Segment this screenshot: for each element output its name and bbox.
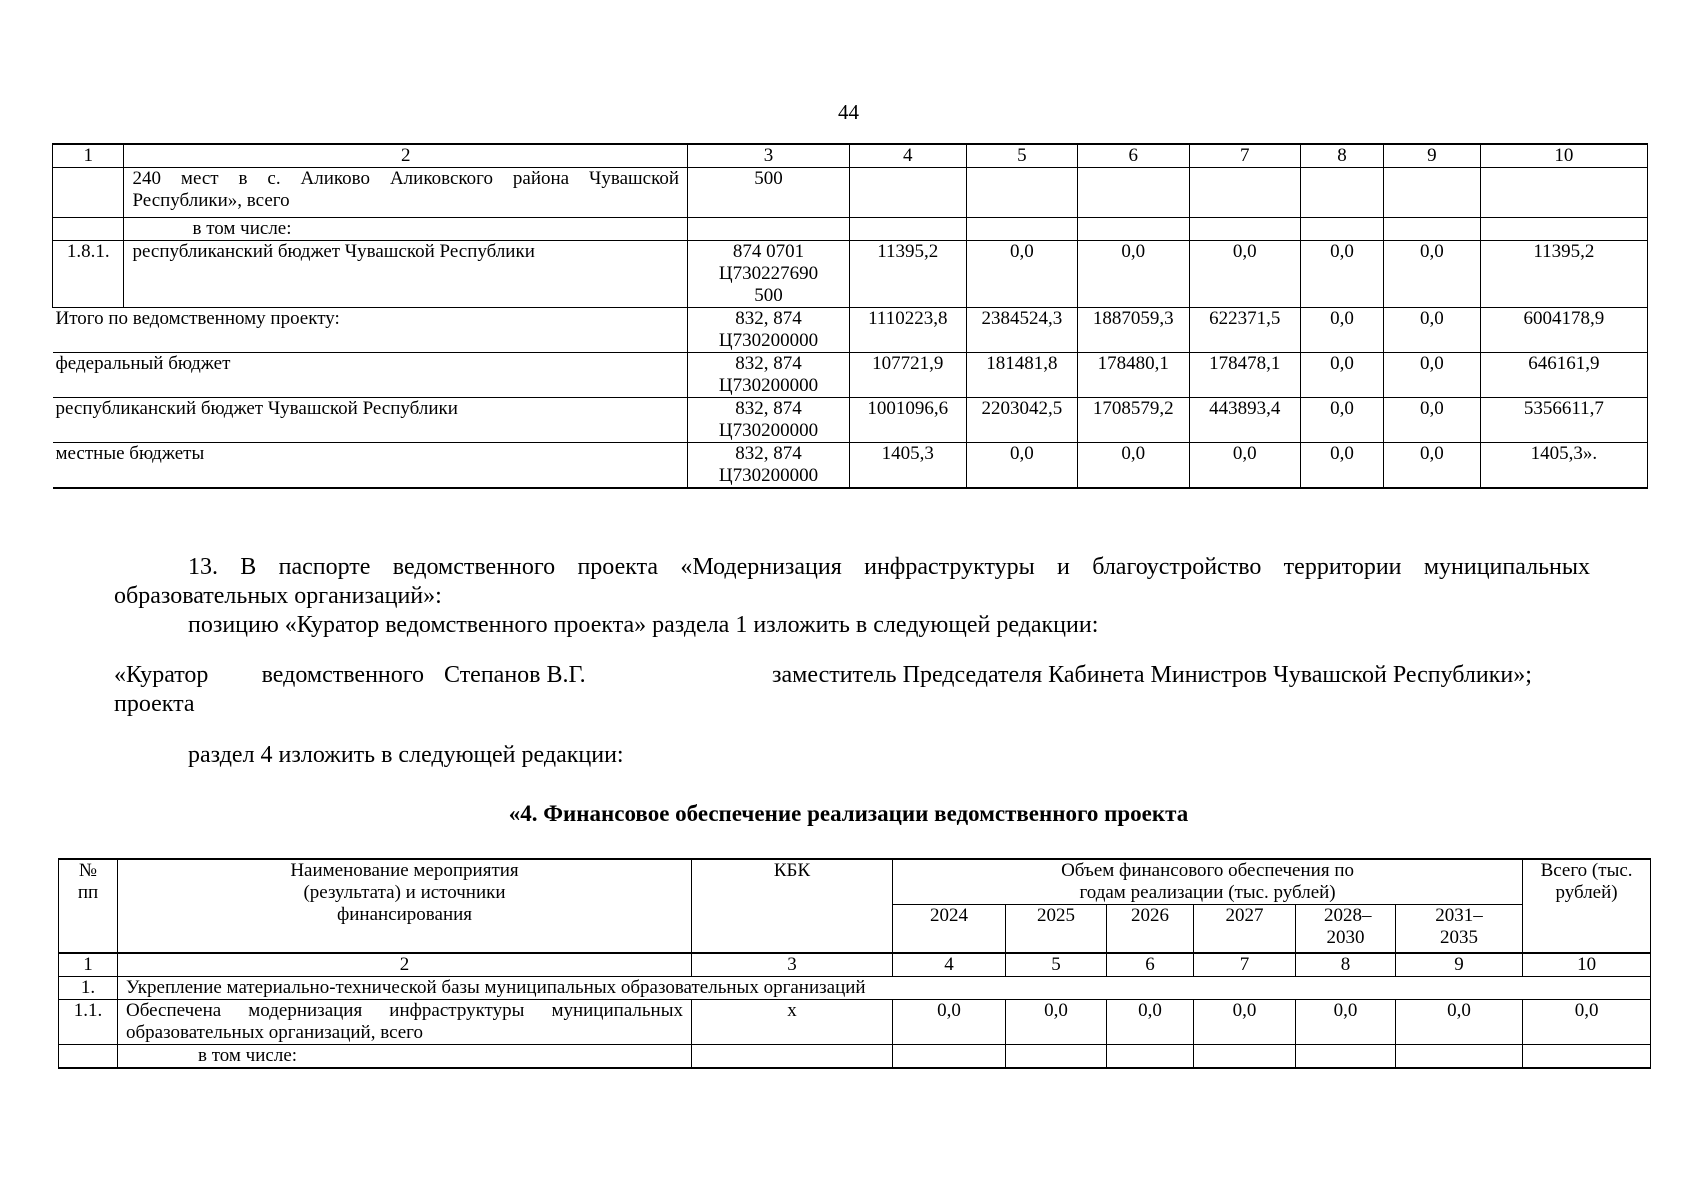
value-cell: 0,0 [1300, 241, 1383, 308]
value-cell: 0,0 [1300, 443, 1383, 489]
table-financing [58, 858, 1651, 1069]
row-kbk: 832, 874 Ц730200000 [688, 308, 850, 353]
value-cell: 0,0 [1189, 241, 1300, 308]
row-number: 1.8.1. [53, 241, 124, 308]
col-num: 5 [966, 144, 1077, 168]
col-num: 4 [893, 953, 1006, 977]
year-header: 2027 [1194, 905, 1296, 953]
col-num: 2 [124, 144, 688, 168]
row-kbk: 874 0701 Ц730227690 500 [688, 241, 850, 308]
value-cell: 622371,5 [1189, 308, 1300, 353]
value-cell: 0,0 [1300, 308, 1383, 353]
value-cell: 0,0 [1396, 999, 1523, 1044]
table-row [59, 999, 1651, 1044]
row-name: 240 мест в с. Аликово Аликовского района Чувашской Республики», всего [124, 168, 688, 218]
value-cell: 0,0 [1384, 241, 1481, 308]
year-header: 2025 [1006, 905, 1107, 953]
row-kbk: 832, 874 Ц730200000 [688, 398, 850, 443]
table-row [59, 976, 1651, 999]
value-cell: 1405,3 [849, 443, 966, 489]
value-cell: 5356611,7 [1480, 398, 1647, 443]
table-row [53, 241, 1648, 308]
col-num: 3 [692, 953, 893, 977]
row-name: республиканский бюджет Чувашской Республики [53, 398, 688, 443]
value-cell: 0,0 [1384, 353, 1481, 398]
incl-label: в том числе: [124, 218, 688, 241]
row-kbk: х [692, 999, 893, 1044]
table-row [53, 218, 1648, 241]
table-row [53, 308, 1648, 353]
value-cell: 0,0 [1006, 999, 1107, 1044]
paragraph-13: 13. В паспорте ведомственного проекта «Модернизация инфраструктуры и благоустройство территории муниципальных образовательных организаций»: [114, 554, 1590, 609]
col-num: 6 [1107, 953, 1194, 977]
table-row [53, 398, 1648, 443]
row-name: Обеспечена модернизация инфраструктуры муниципальных образовательных организаций, всего [118, 999, 692, 1044]
value-cell: 0,0 [1296, 999, 1396, 1044]
col-num: 9 [1396, 953, 1523, 977]
header-num: № пп [59, 859, 118, 953]
value-cell: 0,0 [1523, 999, 1651, 1044]
row-kbk: 832, 874 Ц730200000 [688, 443, 850, 489]
row-number: 1.1. [59, 999, 118, 1044]
row-name: Итого по ведомственному проекту: [53, 308, 688, 353]
col-num: 3 [688, 144, 850, 168]
col-num: 1 [53, 144, 124, 168]
curator-role: заместитель Председателя Кабинета Министров Чувашской Республики»; [772, 662, 1532, 688]
table-row [59, 1044, 1651, 1068]
header-name: Наименование мероприятия (результата) и источники финансирования [118, 859, 692, 953]
value-cell: 178480,1 [1078, 353, 1189, 398]
value-cell: 2384524,3 [966, 308, 1077, 353]
header-volume: Объем финансового обеспечения по годам реализации (тыс. рублей) [893, 859, 1523, 905]
col-num: 5 [1006, 953, 1107, 977]
col-num: 1 [59, 953, 118, 977]
value-cell: 11395,2 [849, 241, 966, 308]
value-cell: 1887059,3 [1078, 308, 1189, 353]
value-cell: 0,0 [1078, 443, 1189, 489]
value-cell: 1110223,8 [849, 308, 966, 353]
paragraph-section4: раздел 4 изложить в следующей редакции: [188, 742, 624, 768]
col-num: 6 [1078, 144, 1189, 168]
table-header-row [53, 144, 1648, 168]
value-cell: 0,0 [1078, 241, 1189, 308]
col-num: 2 [118, 953, 692, 977]
col-num: 8 [1296, 953, 1396, 977]
value-cell: 0,0 [1300, 398, 1383, 443]
value-cell: 1001096,6 [849, 398, 966, 443]
section-heading: «4. Финансовое обеспечение реализации ведомственного проекта [508, 801, 1189, 826]
table-row [53, 353, 1648, 398]
row-name: федеральный бюджет [53, 353, 688, 398]
paragraph-position: позицию «Куратор ведомственного проекта» раздела 1 изложить в следующей редакции: [188, 612, 1099, 638]
value-cell: 0,0 [966, 241, 1077, 308]
col-num: 10 [1523, 953, 1651, 977]
value-cell: 0,0 [1384, 443, 1481, 489]
table-row [53, 168, 1648, 218]
value-cell: 178478,1 [1189, 353, 1300, 398]
table-header-row [59, 859, 1651, 905]
col-num: 9 [1384, 144, 1481, 168]
row-kbk: 500 [688, 168, 850, 218]
table-continuation [52, 143, 1648, 489]
value-cell: 1405,3». [1480, 443, 1647, 489]
page-number: 44 [838, 100, 859, 124]
value-cell: 0,0 [1384, 398, 1481, 443]
col-num: 10 [1480, 144, 1647, 168]
table-row [53, 443, 1648, 489]
row-number: 1. [59, 976, 118, 999]
col-num: 8 [1300, 144, 1383, 168]
header-kbk: КБК [692, 859, 893, 953]
value-cell: 6004178,9 [1480, 308, 1647, 353]
value-cell: 0,0 [1384, 308, 1481, 353]
value-cell: 0,0 [1194, 999, 1296, 1044]
year-header: 2024 [893, 905, 1006, 953]
value-cell: 646161,9 [1480, 353, 1647, 398]
incl-label: в том числе: [118, 1044, 692, 1068]
value-cell: 0,0 [966, 443, 1077, 489]
value-cell: 0,0 [1189, 443, 1300, 489]
value-cell: 0,0 [893, 999, 1006, 1044]
value-cell: 107721,9 [849, 353, 966, 398]
value-cell: 0,0 [1107, 999, 1194, 1044]
row-name: Укрепление материально-технической базы муниципальных образовательных организаций [118, 976, 1651, 999]
row-kbk: 832, 874 Ц730200000 [688, 353, 850, 398]
header-total: Всего (тыс. рублей) [1523, 859, 1651, 953]
table-col-numbers [59, 953, 1651, 977]
curator-label: «Куратор ведомственного проекта [114, 662, 424, 717]
year-header: 2031–2035 [1396, 905, 1523, 953]
col-num: 7 [1194, 953, 1296, 977]
year-header: 2028–2030 [1296, 905, 1396, 953]
value-cell: 11395,2 [1480, 241, 1647, 308]
row-name: местные бюджеты [53, 443, 688, 489]
value-cell: 443893,4 [1189, 398, 1300, 443]
value-cell: 1708579,2 [1078, 398, 1189, 443]
value-cell: 181481,8 [966, 353, 1077, 398]
value-cell: 2203042,5 [966, 398, 1077, 443]
curator-person: Степанов В.Г. [444, 662, 586, 688]
col-num: 7 [1189, 144, 1300, 168]
year-header: 2026 [1107, 905, 1194, 953]
value-cell: 0,0 [1300, 353, 1383, 398]
col-num: 4 [849, 144, 966, 168]
row-name: республиканский бюджет Чувашской Республики [124, 241, 688, 308]
